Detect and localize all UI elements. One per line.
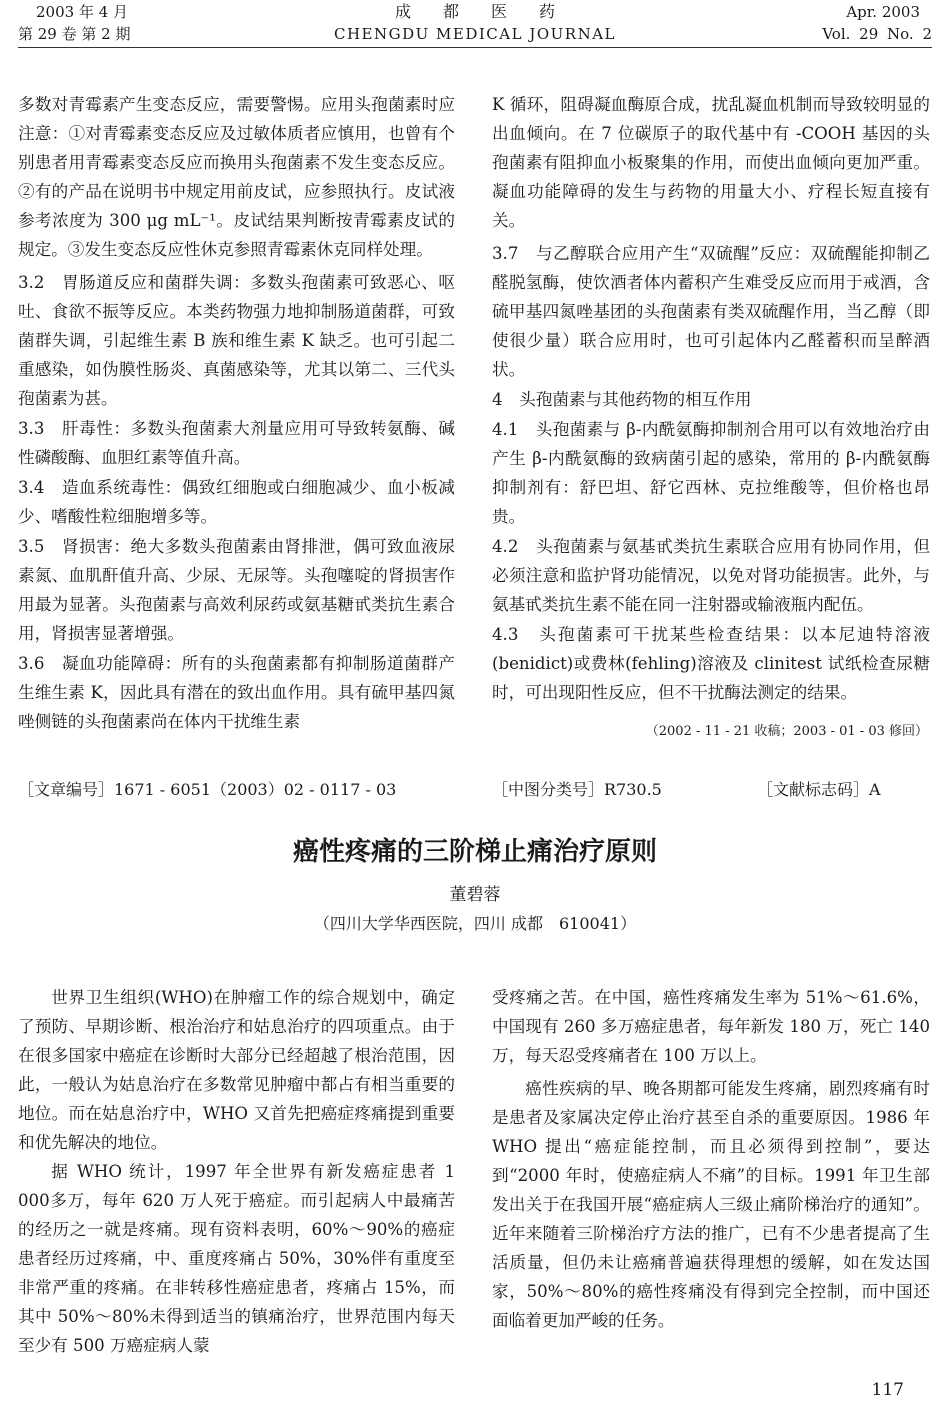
prev-article-left-column — [18, 90, 455, 737]
article-right-column — [492, 983, 930, 1335]
section-3-2: 3.2 胃肠道反应和菌群失调：多数头孢菌素可致恶心、呕吐、食欲不振等反应。本类药物强力地抑制肠道菌群，可致菌群失调，引起维生素 B 族和维生素 K 缺乏。也可引起二重感染，如伪膜性肠炎、真菌感染等，尤其以第二、三代头孢菌素为甚。 — [18, 273, 455, 408]
received-date-note: （2002 - 11 - 21 收稿；2003 - 01 - 03 修回） — [645, 724, 928, 739]
header-rule — [18, 47, 932, 48]
section-4-heading: 4 头孢菌素与其他药物的相互作用 — [492, 390, 752, 409]
journal-title-en: CHENGDU MEDICAL JOURNAL — [333, 25, 616, 43]
prev-right-paragraph: K 循环，阻碍凝血酶原合成，扰乱凝血机制而导致较明显的出血倾向。在 7 位碳原子的取代基中有 -COOH 基因的头孢菌素有阻抑血小板聚集的作用，而使出血倾向更加严重。凝血功能障碍的发生与药物的用量大小、疗程长短直接有关。 — [492, 95, 930, 230]
author-affiliation: （四川大学华西医院，四川 成都 610041） — [313, 914, 637, 933]
prev-article-right-column — [492, 90, 930, 708]
prev-left-paragraph: 多数对青霉素产生变态反应，需要警惕。应用头孢菌素时应注意：①对青霉素变态反应及过敏体质者应慎用，也曾有个别患者用青霉素变态反应而换用头孢菌素不发生变态反应。②有的产品在说明书中规定用前皮试，应参照执行。皮试液参考浓度为 300 μg mL⁻¹。皮试结果判断按青霉素皮试的规定。③发生变态反应性休克参照青霉素休克同样处理。 — [18, 95, 455, 259]
section-3-4: 3.4 造血系统毒性：偶致红细胞或白细胞减少、血小板减少、嗜酸性粒细胞增多等。 — [18, 478, 455, 526]
article-paragraph: 癌性疾病的早、晚各期都可能发生疼痛，剧烈疼痛有时是患者及家属决定停止治疗甚至自杀的重要原因。1986 年 WHO 提出“癌症能控制，而且必须得到控制”，要达到“2000 年时，使癌症病人不痛”的目标。1991 年卫生部发出关于在我国开展“癌症病人三级止痛阶梯治疗的通知”。近年来随着三阶梯治疗方法的推广，已有不少患者提高了生活质量，但仍未让癌痛普遍获得理想的缓解，如在发达国家，50%～80%的癌性疼痛没有得到完全控制，而中国还面临着更加严峻的任务。 — [492, 1079, 930, 1330]
header-date-cn: 2003 年 4 月 — [36, 3, 129, 21]
journal-title-cn: 成 都 医 药 — [394, 2, 555, 21]
section-4-3: 4.3 头孢菌素可干扰某些检查结果：以本尼迪特溶液(benidict)或费林(fehling)溶液及 clinitest 试纸检查尿糖时，可出现阳性反应，但不干扰酶法测定的结果。 — [492, 625, 930, 702]
section-4-1: 4.1 头孢菌素与 β-内酰氨酶抑制剂合用可以有效地治疗由产生 β-内酰氨酶的致病菌引起的感染，常用的 β-内酰氨酶抑制剂有：舒巴坦、舒它西林、克拉维酸等，但价格也昂贵。 — [492, 420, 930, 526]
clc-number: ［中图分类号］R730.5 — [492, 780, 662, 799]
article-title: 癌性疼痛的三阶梯止痛治疗原则 — [292, 837, 657, 867]
section-3-3: 3.3 肝毒性：多数头孢菌素大剂量应用可导致转氨酶、碱性磷酸酶、血胆红素等值升高。 — [18, 419, 455, 467]
section-3-7: 3.7 与乙醇联合应用产生“双硫醒”反应：双硫醒能抑制乙醛脱氢酶，使饮酒者体内蓄积产生难受反应而用于戒酒，含硫甲基四氮唑基团的头孢菌素有类双硫醒作用，当乙醇（即使很少量）联合应用时，也可引起体内乙醛蓄积而呈醉酒状。 — [492, 244, 930, 379]
document-code: ［文献标志码］A — [757, 780, 881, 799]
article-number: ［文章编号］1671 - 6051（2003）02 - 0117 - 03 — [18, 780, 397, 799]
section-4-2: 4.2 头孢菌素与氨基甙类抗生素联合应用有协同作用，但必须注意和监护肾功能情况，以免对肾功能损害。此外，与氨基甙类抗生素不能在同一注射器或输液瓶内配伍。 — [492, 537, 930, 614]
section-3-6: 3.6 凝血功能障碍：所有的头孢菌素都有抑制肠道菌群产生维生素 K，因此具有潜在的致出血作用。具有硫甲基四氮唑侧链的头孢菌素尚在体内干扰维生素 — [18, 654, 455, 731]
header-volume-cn: 第 29 卷 第 2 期 — [18, 25, 131, 43]
article-paragraph: 据 WHO 统计，1997 年全世界有新发癌症患者 1 000多万，每年 620 万人死于癌症。而引起病人中最痛苦的经历之一就是疼痛。现有资料表明，60%～90%的癌症患者经历过疼痛，中、重度疼痛占 50%，30%伴有重度至非常严重的疼痛。在非转移性癌症患者，疼痛占 15%，而其中 50%～80%未得到适当的镇痛治疗，世界范围内每天至少有 500 万癌症病人蒙 — [18, 1162, 455, 1355]
section-3-5: 3.5 肾损害：绝大多数头孢菌素由肾排泄，偶可致血液尿素氮、血肌酐值升高、少尿、无尿等。头孢噻啶的肾损害作用最为显著。头孢菌素与高效利尿药或氨基糖甙类抗生素合用，肾损害显著增强。 — [18, 537, 455, 643]
article-author: 董碧蓉 — [449, 885, 501, 905]
article-left-column — [18, 983, 455, 1360]
page-number: 117 — [871, 1380, 904, 1400]
article-paragraph: 受疼痛之苦。在中国，癌性疼痛发生率为 51%～61.6%，中国现有 260 多万癌症患者，每年新发 180 万，死亡 140 万，每天忍受疼痛者在 100 万以上。 — [492, 988, 930, 1065]
article-paragraph: 世界卫生组织(WHO)在肿瘤工作的综合规划中，确定了预防、早期诊断、根治治疗和姑息治疗的四项重点。由于在很多国家中癌症在诊断时大部分已经超越了根治范围，因此，一般认为姑息治疗在多数常见肿瘤中都占有相当重要的地位。而在姑息治疗中，WHO 又首先把癌症疼痛提到重要和优先解决的地位。 — [18, 988, 455, 1152]
header-volume-en: Vol. 29 No. 2 — [822, 25, 932, 43]
header-date-en: Apr. 2003 — [846, 3, 920, 21]
